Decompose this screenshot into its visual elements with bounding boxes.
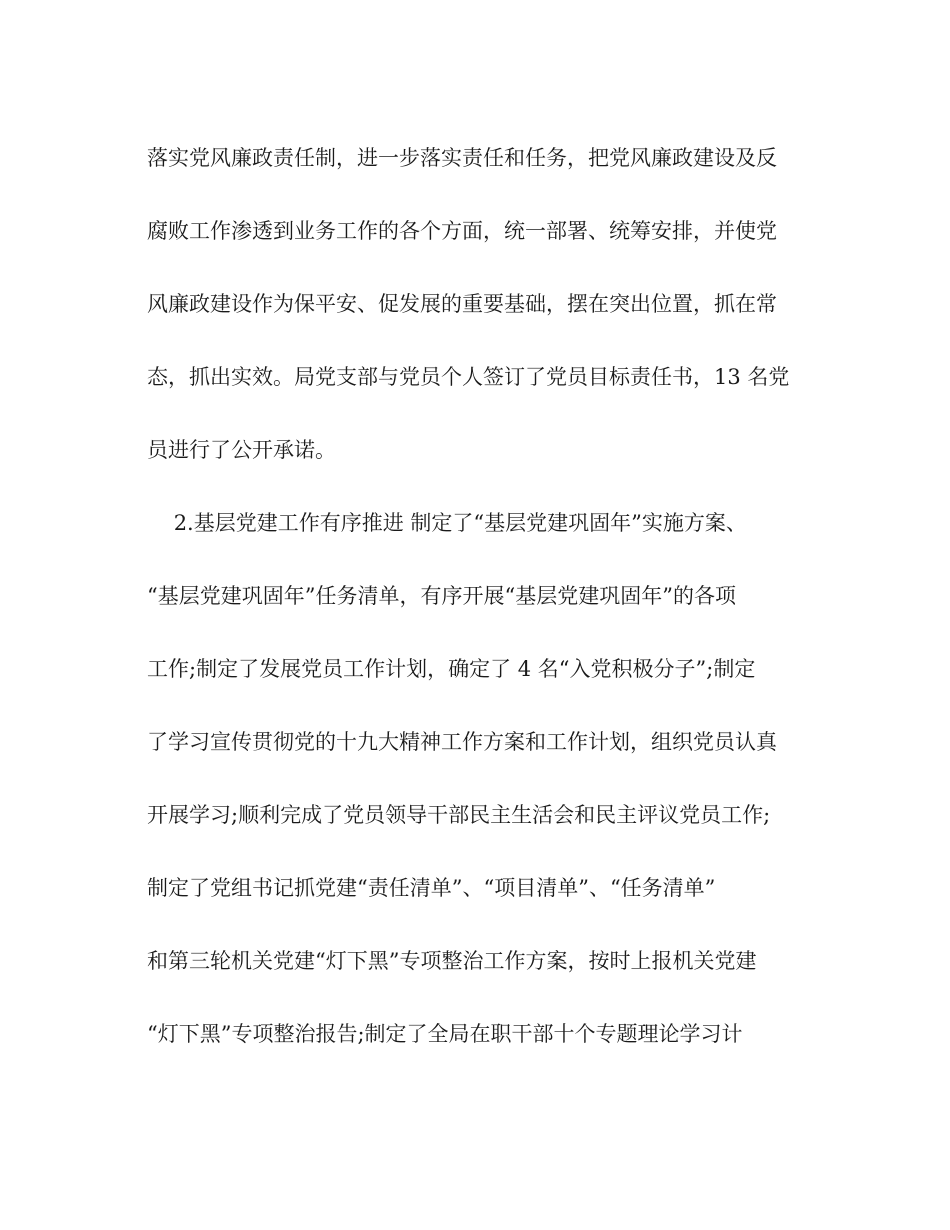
text-line: 员进行了公开承诺。 (147, 438, 336, 462)
text-line: 风廉政建设作为保平安、促发展的重要基础，摆在突出位置，抓在常 (147, 292, 777, 316)
text-line: “灯下黑”专项整治报告;制定了全局在职干部十个专题理论学习计 (147, 1022, 743, 1046)
text-line: 腐败工作渗透到业务工作的各个方面，统一部署、统筹安排，并使党 (147, 219, 777, 243)
text-line: 了学习宣传贯彻党的十九大精神工作方案和工作计划，组织党员认真 (147, 730, 777, 754)
text-line: “基层党建巩固年”任务清单，有序开展“基层党建巩固年”的各项 (147, 584, 736, 608)
text-line: 落实党风廉政责任制，进一步落实责任和任务，把党风廉政建设及反 (147, 146, 777, 170)
text-line: 工作;制定了发展党员工作计划，确定了 4 名“入党积极分子”;制定 (147, 657, 756, 681)
text-line: 制定了党组书记抓党建“责任清单”、“项目清单”、“任务清单” (147, 876, 716, 900)
text-line: 开展学习;顺利完成了党员领导干部民主生活会和民主评议党员工作; (147, 803, 771, 827)
text-line: 态，抓出实效。局党支部与党员个人签订了党员目标责任书，13 名党 (147, 365, 790, 389)
paragraph-heading-line: 2.基层党建工作有序推进 制定了“基层党建巩固年”实施方案、 (147, 511, 747, 535)
text-line: 和第三轮机关党建“灯下黑”专项整治工作方案，按时上报机关党建 (147, 949, 757, 973)
